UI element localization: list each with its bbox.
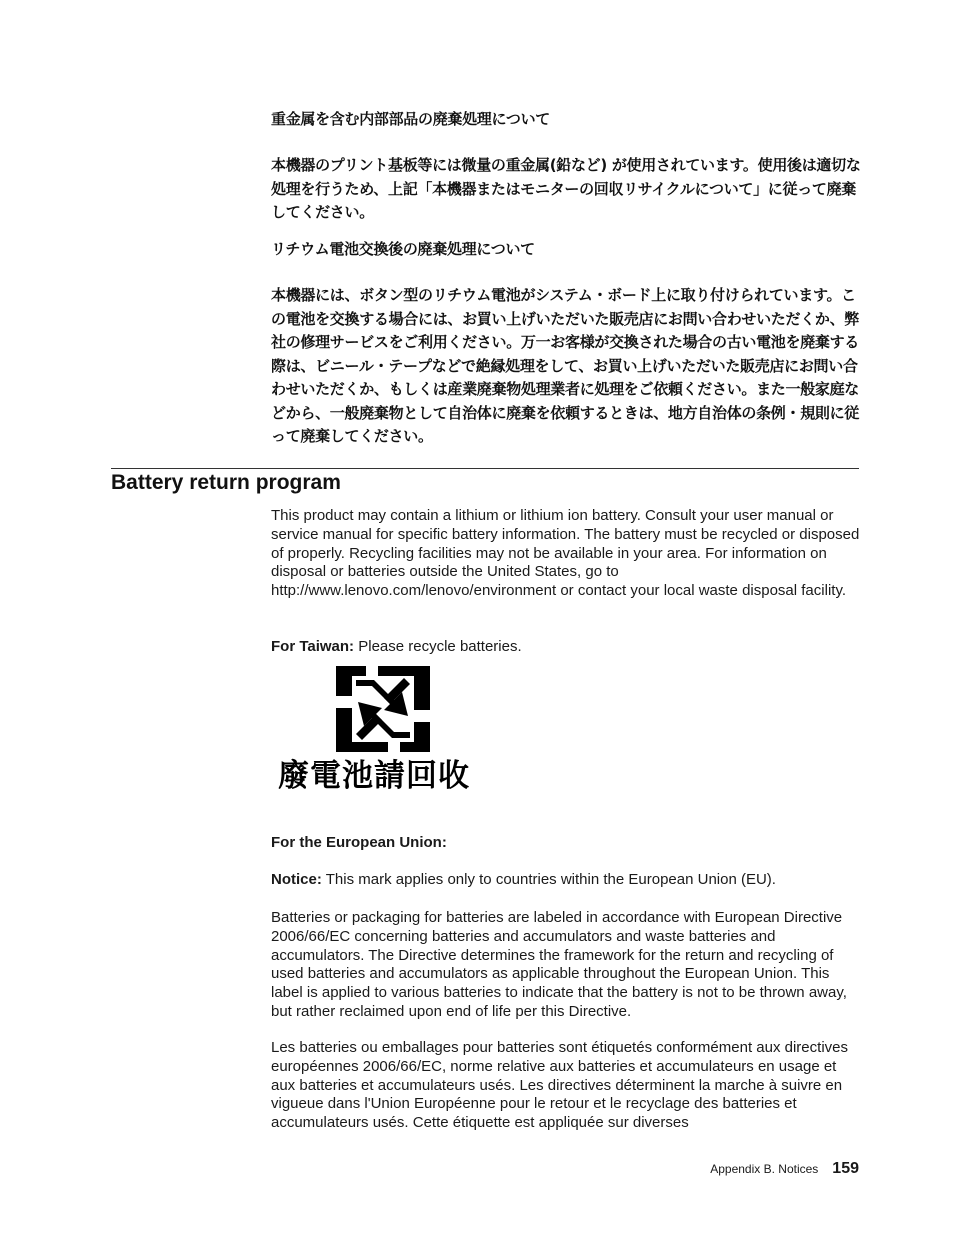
taiwan-text: Please recycle batteries. — [358, 638, 522, 655]
page-number: 159 — [832, 1160, 859, 1177]
section-divider — [111, 468, 859, 469]
battery-intro-paragraph: This product may contain a lithium or lithium ion battery. Consult your user manual or service manual for specific battery information. The battery must be recycled or disposed of properly. Recycling facilities may not be available in your area. For information on disposal or batteries outside the United States, go to http://www.lenovo.com/lenovo/environment or contact your local waste disposal facility. — [271, 507, 860, 600]
taiwan-line — [271, 638, 863, 657]
eu-heading-text: For the European Union: — [271, 834, 447, 851]
jp-heading-heavy-metals: 重金属を含む内部部品の廃棄処理について — [271, 110, 551, 128]
notice-line — [271, 871, 863, 890]
jp-heading-lithium: リチウム電池交換後の廃棄処理について — [271, 240, 535, 258]
eu-heading — [271, 834, 863, 853]
eu-directive-paragraph: Batteries or packaging for batteries are labeled in accordance with European Directive 2006/66/EC concerning batteries and accumulators and waste batteries and accumulators. The Directive determines the framework for the return and recycling of used batteries and accumulators as applicable throughout the European Union. This label is applied to various batteries to indicate that the battery is not to be thrown away, but rather reclaimed upon end of life per this Directive. — [271, 909, 847, 1020]
footer-label: Appendix B. Notices — [710, 1162, 819, 1176]
page-footer — [710, 1160, 859, 1178]
section-title: Battery return program — [111, 471, 341, 494]
notice-label: Notice: — [271, 871, 322, 888]
jp-paragraph-heavy-metals: 本機器のプリント基板等には微量の重金属(鉛など) が使用されています。使用後は適切な処理を行うため、上記「本機器またはモニターの回収リサイクルについて」に従って廃棄してください。 — [271, 156, 861, 221]
logo-caption: 廢電池請回收 — [278, 758, 470, 794]
taiwan-label: For Taiwan: — [271, 638, 355, 655]
fr-directive-paragraph: Les batteries ou emballages pour batteries sont étiquetés conformément aux directives européennes 2006/66/EC, norme relative aux batteries et accumulateurs en usage et aux batteries et accumulateurs usés. Les directives déterminent la marche à suivre en vigueue dans l'Union Européenne pour le retour et le recyclage des batteries et accumulateurs usés. Cette étiquette est appliquée sur diverses — [271, 1039, 848, 1132]
notice-text: This mark applies only to countries within the European Union (EU). — [325, 871, 776, 888]
taiwan-recycle-logo — [276, 666, 496, 799]
jp-paragraph-lithium: 本機器には、ボタン型のリチウム電池がシステム・ボード上に取り付けられています。この電池を交換する場合には、お買い上げいただいた販売店にお問い合わせいただくか、弊社の修理サービスをご利用ください。万一お客様が交換された場合の古い電池を廃棄する際は、ビニール・テープなどで絶縁処理をして、お買い上げいただいた販売店にお問い合わせいただくか、もしくは産業廃棄物処理業者に処理をご依頼ください。また一般家庭などから、一般廃棄物として自治体に廃棄を依頼するときは、地方自治体の条例・規則に従って廃棄してください。 — [271, 286, 860, 445]
